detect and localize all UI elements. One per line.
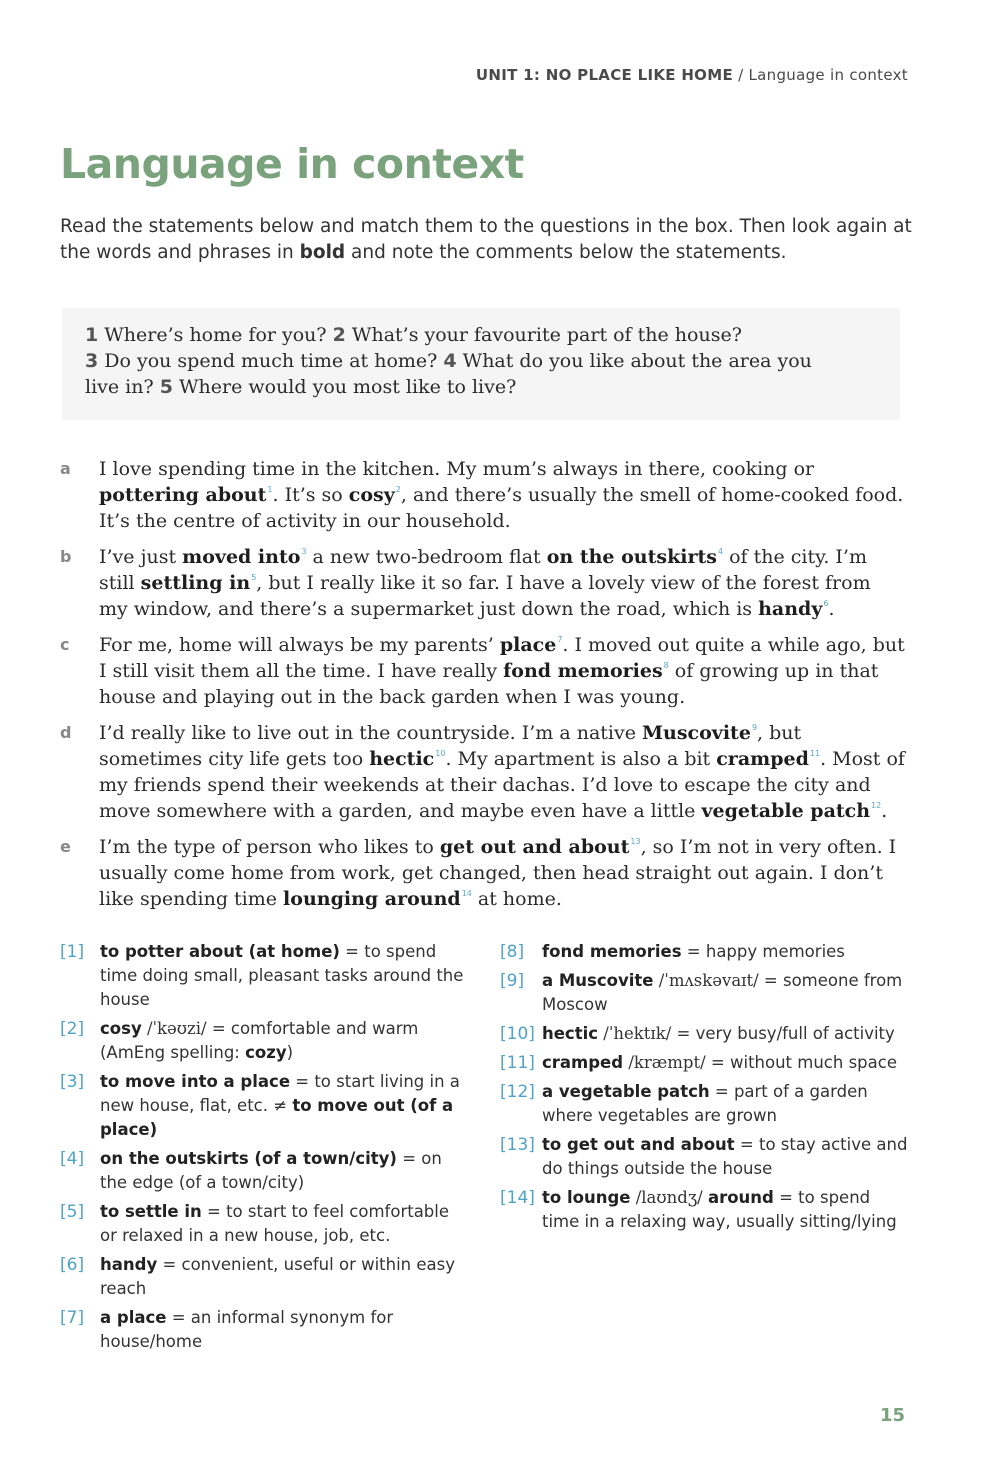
glossary-text: = very busy/full of activity — [671, 1024, 895, 1043]
glossary-text: = to stay active and do things outside the house — [542, 1135, 908, 1178]
glossary-item — [60, 940, 470, 1012]
glossary-number: [2] — [60, 1019, 85, 1039]
glossary-term: around — [707, 1188, 774, 1207]
glossary-definition — [100, 940, 470, 1012]
statement-a — [60, 456, 920, 534]
glossary-item — [500, 1022, 910, 1046]
statement-text — [99, 834, 905, 912]
glossary-number: [12] — [500, 1082, 535, 1102]
statement-letter: c — [60, 635, 70, 654]
glossary-term: handy — [100, 1255, 158, 1274]
glossary-number: [4] — [60, 1149, 85, 1169]
statement-text-run: of growing up in that house and playing out in the back garden when I was young. — [99, 660, 879, 708]
statement-text-run: , and there’s usually the smell of home-cooked food. It’s the centre of activity in our household. — [99, 484, 904, 532]
statement-text — [99, 544, 905, 622]
footnote-marker: 10 — [435, 749, 446, 758]
glossary-number: [14] — [500, 1188, 535, 1208]
key-phrase: hectic — [369, 748, 435, 770]
statement-text-run: . It’s so — [272, 484, 349, 506]
pronunciation: /ˈkəʊzi/ — [146, 1019, 207, 1038]
glossary-term: fond memories — [542, 942, 682, 961]
statement-letter: b — [60, 547, 72, 566]
statement-text-run: . I moved out quite a while ago, but I still visit them all the time. I have really — [99, 634, 905, 682]
statement-text-run: . My apartment is also a bit — [445, 748, 717, 770]
glossary-term: cosy — [100, 1019, 142, 1038]
key-phrase: moved into — [182, 546, 301, 568]
glossary-text: = someone from Moscow — [542, 971, 903, 1014]
glossary-term: to move out (of a place) — [100, 1096, 454, 1139]
glossary-definition — [100, 1306, 470, 1354]
instructions-part1: Read the statements below and match them to the questions in the box. Then look again at the words and phrases in — [60, 216, 912, 263]
glossary-item — [60, 1147, 470, 1195]
statement-b — [60, 544, 920, 622]
glossary-item — [500, 969, 910, 1017]
glossary-item — [500, 940, 910, 964]
glossary-term: hectic — [542, 1024, 599, 1043]
pronunciation: /laʊndʒ/ — [635, 1188, 703, 1207]
glossary-definition — [542, 1080, 910, 1128]
footnote-marker: 13 — [630, 837, 641, 846]
statement-text-run: For me, home will always be my parents’ — [99, 634, 500, 656]
glossary-text: = comfortable and warm (AmEng spelling: — [100, 1019, 419, 1062]
statement-text-run: . — [828, 598, 835, 620]
statement-d — [60, 720, 920, 824]
footnote-marker: 12 — [871, 801, 882, 810]
question-number: 4 — [443, 350, 457, 372]
footnote-marker: 11 — [809, 749, 821, 758]
glossary-term: cramped — [542, 1053, 624, 1072]
instructions-bold: bold — [299, 242, 346, 263]
statement-text-run: I’ve just — [99, 546, 183, 568]
statement-text-run: I love spending time in the kitchen. My mum’s always in there, cooking or — [99, 458, 815, 480]
glossary-item — [60, 1070, 470, 1142]
footnote-marker: 3 — [301, 547, 307, 556]
question-item — [85, 324, 333, 346]
statement-text-run: I’m the type of person who likes to — [99, 836, 440, 858]
question-text: Where would you most like to live? — [172, 376, 517, 398]
glossary-definition — [542, 1186, 910, 1234]
glossary-definition — [542, 1022, 910, 1046]
glossary-left-column — [60, 940, 470, 1359]
glossary-right-column — [500, 940, 910, 1239]
key-phrase: cramped — [716, 748, 809, 770]
glossary-term: to get out and about — [542, 1135, 735, 1154]
question-number: 1 — [85, 324, 99, 346]
glossary-definition — [100, 1017, 470, 1065]
glossary-term: to lounge — [542, 1188, 631, 1207]
statement-letter: a — [60, 459, 71, 478]
statement-text — [99, 632, 905, 710]
glossary-term: on the outskirts (of a town/city) — [100, 1149, 397, 1168]
glossary-text: ) — [286, 1043, 294, 1062]
key-phrase: lounging around — [283, 888, 461, 910]
page-title: Language in context — [60, 140, 524, 188]
statement-text — [99, 720, 905, 824]
glossary-term: to move into a place — [100, 1072, 291, 1091]
glossary-text: = to start living in a new house, flat, etc. ≠ — [100, 1072, 460, 1115]
glossary-definition — [100, 1200, 470, 1248]
statement-letter: d — [60, 723, 72, 742]
glossary-item — [500, 1186, 910, 1234]
statement-text-run: at home. — [471, 888, 562, 910]
footnote-marker: 14 — [461, 889, 472, 898]
glossary-text: = to spend time doing small, pleasant tasks around the house — [100, 942, 464, 1009]
pronunciation: /ˈmʌskəvaɪt/ — [658, 971, 759, 990]
glossary-definition — [100, 1147, 470, 1195]
question-item — [85, 350, 443, 372]
question-item — [333, 324, 742, 346]
glossary-number: [7] — [60, 1308, 85, 1328]
glossary-item — [60, 1017, 470, 1065]
glossary-term: to potter about (at home) — [100, 942, 340, 961]
question-item — [160, 376, 517, 398]
glossary-term: a vegetable patch — [542, 1082, 710, 1101]
glossary-term: to settle in — [100, 1202, 202, 1221]
glossary-item — [500, 1133, 910, 1181]
glossary-number: [13] — [500, 1135, 535, 1155]
pronunciation: /kræmpt/ — [628, 1053, 706, 1072]
question-text: What’s your favourite part of the house? — [345, 324, 742, 346]
glossary-number: [9] — [500, 971, 525, 991]
statement-text-run: I’d really like to live out in the countryside. I’m a native — [99, 722, 643, 744]
header-separator: / — [733, 66, 749, 84]
glossary-term: a place — [100, 1308, 167, 1327]
key-phrase: pottering about — [99, 484, 267, 506]
footnote-marker: 6 — [823, 599, 829, 608]
glossary-text: = on the edge (of a town/city) — [100, 1149, 442, 1192]
statements-list — [60, 456, 920, 922]
glossary-item — [500, 1080, 910, 1128]
glossary-number: [3] — [60, 1072, 85, 1092]
question-number: 2 — [332, 324, 346, 346]
statement-text-run: of the city. I’m still — [99, 546, 867, 594]
statement-text — [99, 456, 905, 534]
key-phrase: vegetable patch — [701, 800, 871, 822]
footnote-marker: 8 — [663, 661, 669, 670]
glossary-item — [60, 1253, 470, 1301]
key-phrase: fond memories — [503, 660, 663, 682]
pronunciation: /ˈhektɪk/ — [603, 1024, 672, 1043]
glossary-text: = happy memories — [681, 942, 845, 961]
statement-text-run: . — [881, 800, 888, 822]
statement-text-run: , but I really like it so far. I have a lovely view of the forest from my window, and there’s a supermarket just down the road, which is — [99, 572, 871, 620]
key-phrase: cosy — [348, 484, 395, 506]
glossary-text: = to start to feel comfortable or relaxed in a new house, job, etc. — [100, 1202, 450, 1245]
glossary-number: [10] — [500, 1024, 535, 1044]
glossary-text: = an informal synonym for house/home — [100, 1308, 394, 1351]
instructions — [60, 214, 920, 266]
questions-list — [85, 322, 845, 400]
statement-c — [60, 632, 920, 710]
glossary-term: a Muscovite — [542, 971, 654, 990]
footnote-marker: 9 — [751, 723, 758, 732]
running-header — [476, 66, 908, 84]
statement-letter: e — [60, 837, 71, 856]
key-phrase: handy — [758, 598, 823, 620]
glossary-number: [1] — [60, 942, 85, 962]
glossary-number: [6] — [60, 1255, 85, 1275]
statement-text-run: , so I’m not in very often. I usually come home from work, get changed, then head straight out again. I don’t like spending time — [99, 836, 897, 910]
glossary-item — [60, 1306, 470, 1354]
footnote-marker: 2 — [395, 485, 401, 494]
glossary-definition — [100, 1253, 470, 1301]
statement-text-run: a new two-bedroom flat — [306, 546, 547, 568]
header-section: Language in context — [748, 66, 908, 84]
statement-text-run: . Most of my friends spend their weekends at their dachas. I’d love to escape the city and move somewhere with a garden, and maybe even have a little — [99, 748, 905, 822]
glossary-text: = convenient, useful or within easy reach — [100, 1255, 456, 1298]
statement-text-run: , but sometimes city life gets too — [99, 722, 802, 770]
glossary-definition — [542, 1051, 910, 1075]
question-number: 3 — [85, 350, 99, 372]
glossary-text: = part of a garden where vegetables are grown — [542, 1082, 868, 1125]
glossary-text: = to spend time in a relaxing way, usually sitting/lying — [542, 1188, 897, 1231]
glossary-definition — [100, 1070, 470, 1142]
key-phrase: place — [499, 634, 557, 656]
question-text: Do you spend much time at home? — [98, 350, 444, 372]
glossary-number: [11] — [500, 1053, 535, 1073]
glossary-term: cozy — [245, 1043, 287, 1062]
footnote-marker: 5 — [251, 573, 257, 582]
glossary-text: = without much space — [705, 1053, 897, 1072]
glossary-definition — [542, 969, 910, 1017]
glossary-number: [5] — [60, 1202, 85, 1222]
glossary-number: [8] — [500, 942, 525, 962]
header-unit: UNIT 1: NO PLACE LIKE HOME — [475, 66, 734, 84]
statement-e — [60, 834, 920, 912]
question-text: What do you like about the area you live in? — [85, 350, 812, 398]
glossary-definition — [542, 1133, 910, 1181]
footnote-marker: 1 — [267, 485, 273, 494]
footnote-marker: 7 — [557, 635, 563, 644]
key-phrase: Muscovite — [642, 722, 751, 744]
question-number: 5 — [159, 376, 173, 398]
glossary-definition — [542, 940, 910, 964]
glossary-item — [60, 1200, 470, 1248]
instructions-part2: and note the comments below the statements. — [345, 242, 787, 263]
glossary-item — [500, 1051, 910, 1075]
key-phrase: get out and about — [439, 836, 630, 858]
key-phrase: settling in — [140, 572, 251, 594]
page-number: 15 — [879, 1405, 905, 1426]
footnote-marker: 4 — [717, 547, 724, 556]
question-text: Where’s home for you? — [98, 324, 333, 346]
key-phrase: on the outskirts — [546, 546, 717, 568]
